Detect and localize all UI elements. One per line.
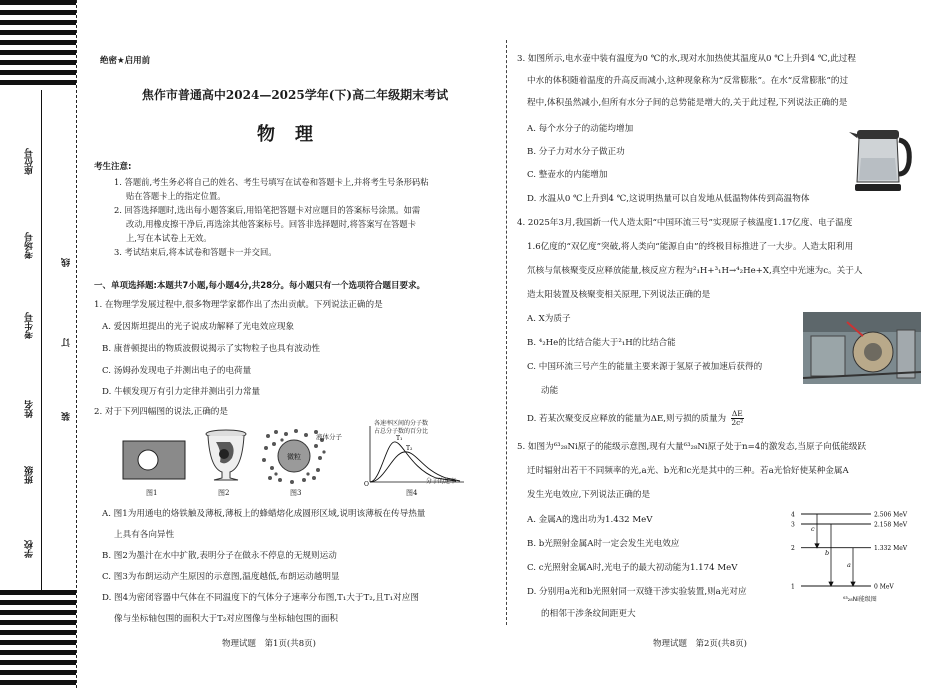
transition-arrowhead	[851, 582, 855, 586]
energy-level-n: 2	[791, 545, 795, 553]
transition-arrowhead	[829, 582, 833, 586]
q2-option-b: B. 图2为墨汁在水中扩散,表明分子在做永不停息的无规则运动	[102, 551, 337, 561]
q4-stem-4: 造太阳装置及核聚变相关原理,下列说法正确的是	[527, 290, 711, 300]
q5-option-d-cont: 的相邻干涉条纹间距更大	[541, 609, 636, 619]
q1-option-c: C. 汤姆孙发现电子并测出电子的电荷量	[102, 366, 252, 376]
q4-option-b: B. ⁴₂He的比结合能大于²₁H的比结合能	[527, 338, 676, 348]
note-line: 2. 回答选择题时,选出每小题答案后,用铅笔把答题卡对应题目的答案标号涂黑。如需	[114, 205, 421, 215]
field-seat: 座位号	[25, 148, 35, 175]
q1-option-a: A. 爱因斯坦提出的光子说成功解释了光电效应现象	[102, 322, 295, 332]
q2-option-d: D. 图4为密闭容器中气体在不同温度下的气体分子速率分布图,T₁大于T₂,且T₁对应图	[102, 593, 419, 603]
energy-level-diagram	[787, 508, 921, 604]
kettle-image	[845, 118, 915, 192]
fig4-ylabel-1: 各速率区间的分子数	[374, 420, 429, 427]
note-line: 改动,用橡皮擦干净后,再选涂其他答案标号。回答非选择题时,将答案写在答题卡	[126, 219, 417, 229]
q3-option-b: B. 分子力对水分子做正功	[527, 147, 625, 157]
fig4-t1: T₁	[396, 435, 403, 442]
fig2-beaker	[202, 428, 250, 484]
fig4-t2: T₂	[406, 445, 413, 452]
field-name: 姓名	[25, 400, 35, 418]
notes	[114, 175, 484, 259]
q4-stem-1: 4. 2025年3月,我国新一代人造太阳“中国环流三号”实现原子核温度1.17亿度、电子温度	[517, 218, 853, 228]
q5-option-c: C. c光照射金属A时,光电子的最大初动能为1.174 MeV	[527, 563, 738, 573]
q4-option-d-text: D. 若某次聚变反应释放的能量为ΔE,则亏损的质量为	[527, 414, 727, 424]
q4-option-c: C. 中国环流三号产生的能量主要来源于氢原子被加速后获得的	[527, 362, 763, 372]
field-school: 学校	[25, 540, 35, 558]
q3-option-c: C. 整壶水的内能增加	[527, 170, 608, 180]
q2-option-c: C. 图3为布朗运动产生原因的示意图,温度越低,布朗运动越明显	[102, 572, 340, 582]
q1-option-b: B. 康普顿提出的物质波假说揭示了实物粒子也具有波动性	[102, 344, 321, 354]
note-line: 上,写在本试卷上无效。	[126, 233, 212, 243]
mass-fraction	[731, 410, 744, 427]
energy-level-value: 0 MeV	[874, 583, 894, 591]
q4-option-a: A. X为质子	[527, 314, 571, 324]
top-stripes	[0, 0, 76, 90]
q5-option-d: D. 分别用a光和b光照射同一双缝干涉实验装置,则a光对应	[527, 587, 747, 597]
page-divider	[506, 40, 507, 625]
q1-stem: 1. 在物理学发展过程中,很多物理学家都作出了杰出贡献。下列说法正确的是	[94, 300, 383, 310]
q4-option-c-cont: 动能	[541, 386, 559, 396]
q1-option-d: D. 牛顿发现万有引力定律并测出引力常量	[102, 387, 261, 397]
q3-stem-3: 程中,体积虽然减小,但所有水分子间的总势能是增大的,关于此过程,下列说法正确的是	[527, 98, 848, 108]
transition-arrowhead	[815, 544, 819, 548]
energy-diagram-caption: ⁶³₂₈Ni能级图	[843, 596, 877, 603]
notes-heading: 考生注意:	[94, 162, 132, 172]
q2-stem: 2. 对于下列四幅图的说法,正确的是	[94, 407, 228, 417]
q5-stem-3: 发生光电效应,下列说法正确的是	[527, 490, 651, 500]
q4-stem-3: 氘核与氚核聚变反应释放能量,核反应方程为²₁H+³₁H→⁴₂He+X,真空中光速为c。关于人	[527, 266, 863, 276]
q3-stem-2: 中水的体积随着温度的升高反而减小,这种现象称为“反常膨胀”。在水“反常膨胀”的过	[527, 76, 849, 86]
exam-title: 焦作市普通高中2024—2025学年(下)高二年级期末考试	[141, 88, 449, 102]
fig1-plate	[122, 440, 186, 480]
energy-level-n: 4	[791, 511, 795, 519]
fig3-particle-label: 微粒	[287, 453, 301, 461]
q5-stem-1: 5. 如图为⁶³₂₈Ni原子的能级示意图,现有大量⁶³₂₈Ni原子处于n=4的激发态,当原子向低能级跃	[517, 442, 867, 452]
cut-mark-mount: 装	[62, 412, 72, 421]
mass-frac-den: 2c²	[731, 418, 744, 427]
transition-label: c	[811, 524, 815, 533]
page-2-footer: 物理试题 第2页(共8页)	[653, 639, 747, 649]
energy-level-value: 2.158 MeV	[874, 521, 908, 529]
energy-level-value: 1.332 MeV	[874, 545, 908, 553]
transition-label: b	[825, 548, 830, 557]
q5-option-b: B. b光照射金属A时一定会发生光电效应	[527, 539, 680, 549]
fig4-caption: 图4	[406, 489, 418, 497]
q3-option-d: D. 水温从0 ℃上升到4 ℃,这说明热量可以自发地从低温物体传到高温物体	[527, 194, 810, 204]
q5-option-a: A. 金属A的逸出功为1.432 MeV	[527, 515, 653, 525]
q2-option-d-cont: 像与坐标轴包围的面积大于T₂对应图像与坐标轴包围的面积	[114, 614, 339, 624]
mass-frac-num: ΔE	[731, 409, 743, 418]
transition-label: a	[847, 560, 851, 569]
fig2-caption: 图2	[218, 489, 230, 497]
q4-option-d	[527, 410, 744, 427]
field-examinee-no: 考生号	[25, 312, 35, 339]
tokamak-photo	[803, 312, 921, 384]
binding-strip	[0, 0, 100, 688]
q2-option-a-cont: 上具有各向异性	[114, 530, 175, 540]
note-line: 贴在答题卡上的指定位置。	[126, 191, 226, 201]
fig4-origin: O	[364, 481, 369, 486]
fig1-caption: 图1	[146, 489, 158, 497]
q3-stem-1: 3. 如图所示,电水壶中装有温度为0 ℃的水,现对水加热使其温度从0 ℃上升到4 ℃,此过程	[517, 54, 856, 64]
q4-stem-2: 1.6亿度的“双亿度”突破,将人类向“能源自由”的终极目标推进了一大步。人造太阳利用	[527, 242, 854, 252]
field-room: 考场号	[25, 232, 35, 259]
page-1	[90, 0, 500, 688]
q3-option-a: A. 每个水分子的动能均增加	[527, 124, 634, 134]
field-class: 班级	[25, 466, 35, 484]
fig3-molecule-label: 液体分子	[316, 433, 342, 441]
secret-mark: 绝密★启用前	[100, 56, 151, 66]
binding-rule	[41, 90, 42, 590]
energy-level-n: 3	[791, 521, 795, 529]
subject-title: 物理	[257, 124, 333, 145]
note-line: 1. 答题前,考生务必将自己的姓名、考生号填写在试卷和答题卡上,并将考生号条形码粘	[114, 177, 429, 187]
q5-stem-2: 迁时辐射出若干不同频率的光,a光、b光和c光是其中的三种。若a光恰好使某种金属A	[527, 466, 849, 476]
energy-level-n: 1	[791, 583, 795, 591]
cut-mark-line: 线	[62, 258, 72, 267]
bottom-stripes	[0, 590, 76, 688]
fig3-caption: 图3	[290, 489, 302, 497]
q2-option-a: A. 图1为用通电的烙铁触及薄板,薄板上的蜂蜡熔化成圆形区域,说明该薄板在传导热量	[102, 509, 426, 519]
cut-mark-bind: 订	[62, 338, 72, 347]
page-1-footer: 物理试题 第1页(共8页)	[222, 639, 316, 649]
page-2	[517, 0, 922, 688]
fig4-ylabel-2: 占总分子数的百分比	[374, 428, 429, 435]
note-line: 3. 考试结束后,将本试卷和答题卡一并交回。	[114, 247, 277, 257]
cut-line	[76, 0, 77, 688]
energy-level-value: 2.506 MeV	[874, 511, 908, 519]
fig4-xlabel: 分子的速率	[426, 478, 457, 485]
section-title: 一、单项选择题:本题共7小题,每小题4分,共28分。每小题只有一个选项符合题目要求。	[94, 281, 426, 291]
